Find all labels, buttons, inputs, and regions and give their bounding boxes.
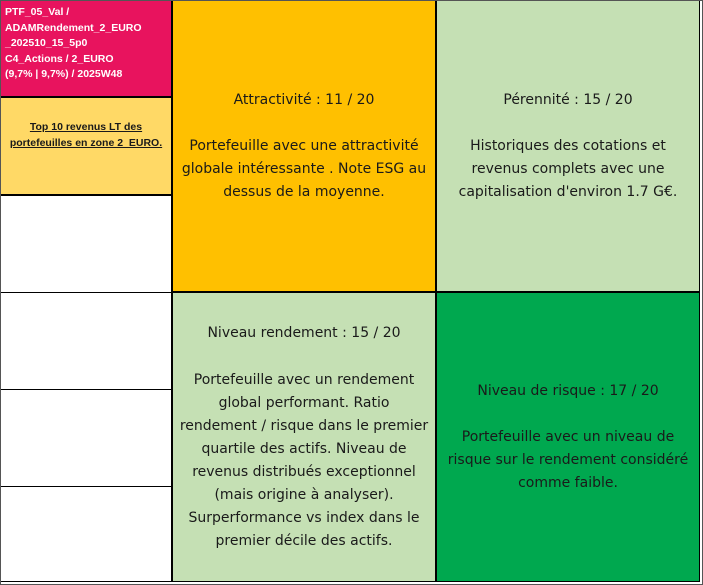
portfolio-line: ADAMRendement_2_EURO (5, 21, 142, 34)
perennite-text: Historiques des cotations et revenus complets avec une capitalisation d'environ 1.7 G€. (458, 137, 678, 200)
rendement-card (172, 292, 436, 582)
attractivite-title: Attractivité : 11 / 20 (233, 91, 375, 108)
risque-text: Portefeuille avec un niveau de risque sur le rendement considéré comme faible. (447, 428, 689, 491)
rendement-text: Portefeuille avec un rendement global performant. Ratio rendement / risque dans le premier quartile des actifs. Niveau de revenus distribués exceptionnel (mais origine à analyser). Surperformance vs index dans le premier décile des actifs. (179, 371, 429, 549)
portfolio-line: (9,7% | 9,7%) / 2025W48 (5, 68, 123, 80)
portfolio-line: C4_Actions / 2_EURO (5, 52, 114, 65)
top-revenus-link[interactable]: Top 10 revenus LT des portefeuilles en zone 2_EURO. (9, 121, 163, 149)
attractivite-card (172, 0, 436, 292)
empty-cell-3 (0, 389, 172, 487)
empty-cell-4 (0, 486, 172, 582)
risque-title: Niveau de risque : 17 / 20 (477, 382, 659, 399)
perennite-card (436, 0, 700, 292)
portfolio-line: _202510_15_5p0 (5, 37, 88, 49)
attractivite-text: Portefeuille avec une attractivité globale intéressante . Note ESG au dessus de la moyenne. (181, 137, 427, 200)
empty-cell-1 (0, 195, 172, 293)
top-revenus-cell[interactable] (0, 97, 172, 195)
rendement-title: Niveau rendement : 15 / 20 (207, 324, 401, 341)
risque-card (436, 292, 700, 582)
portfolio-id-cell (0, 0, 172, 97)
empty-cell-2 (0, 292, 172, 390)
perennite-title: Pérennité : 15 / 20 (503, 91, 633, 108)
portfolio-line: PTF_05_Val / (5, 6, 70, 18)
